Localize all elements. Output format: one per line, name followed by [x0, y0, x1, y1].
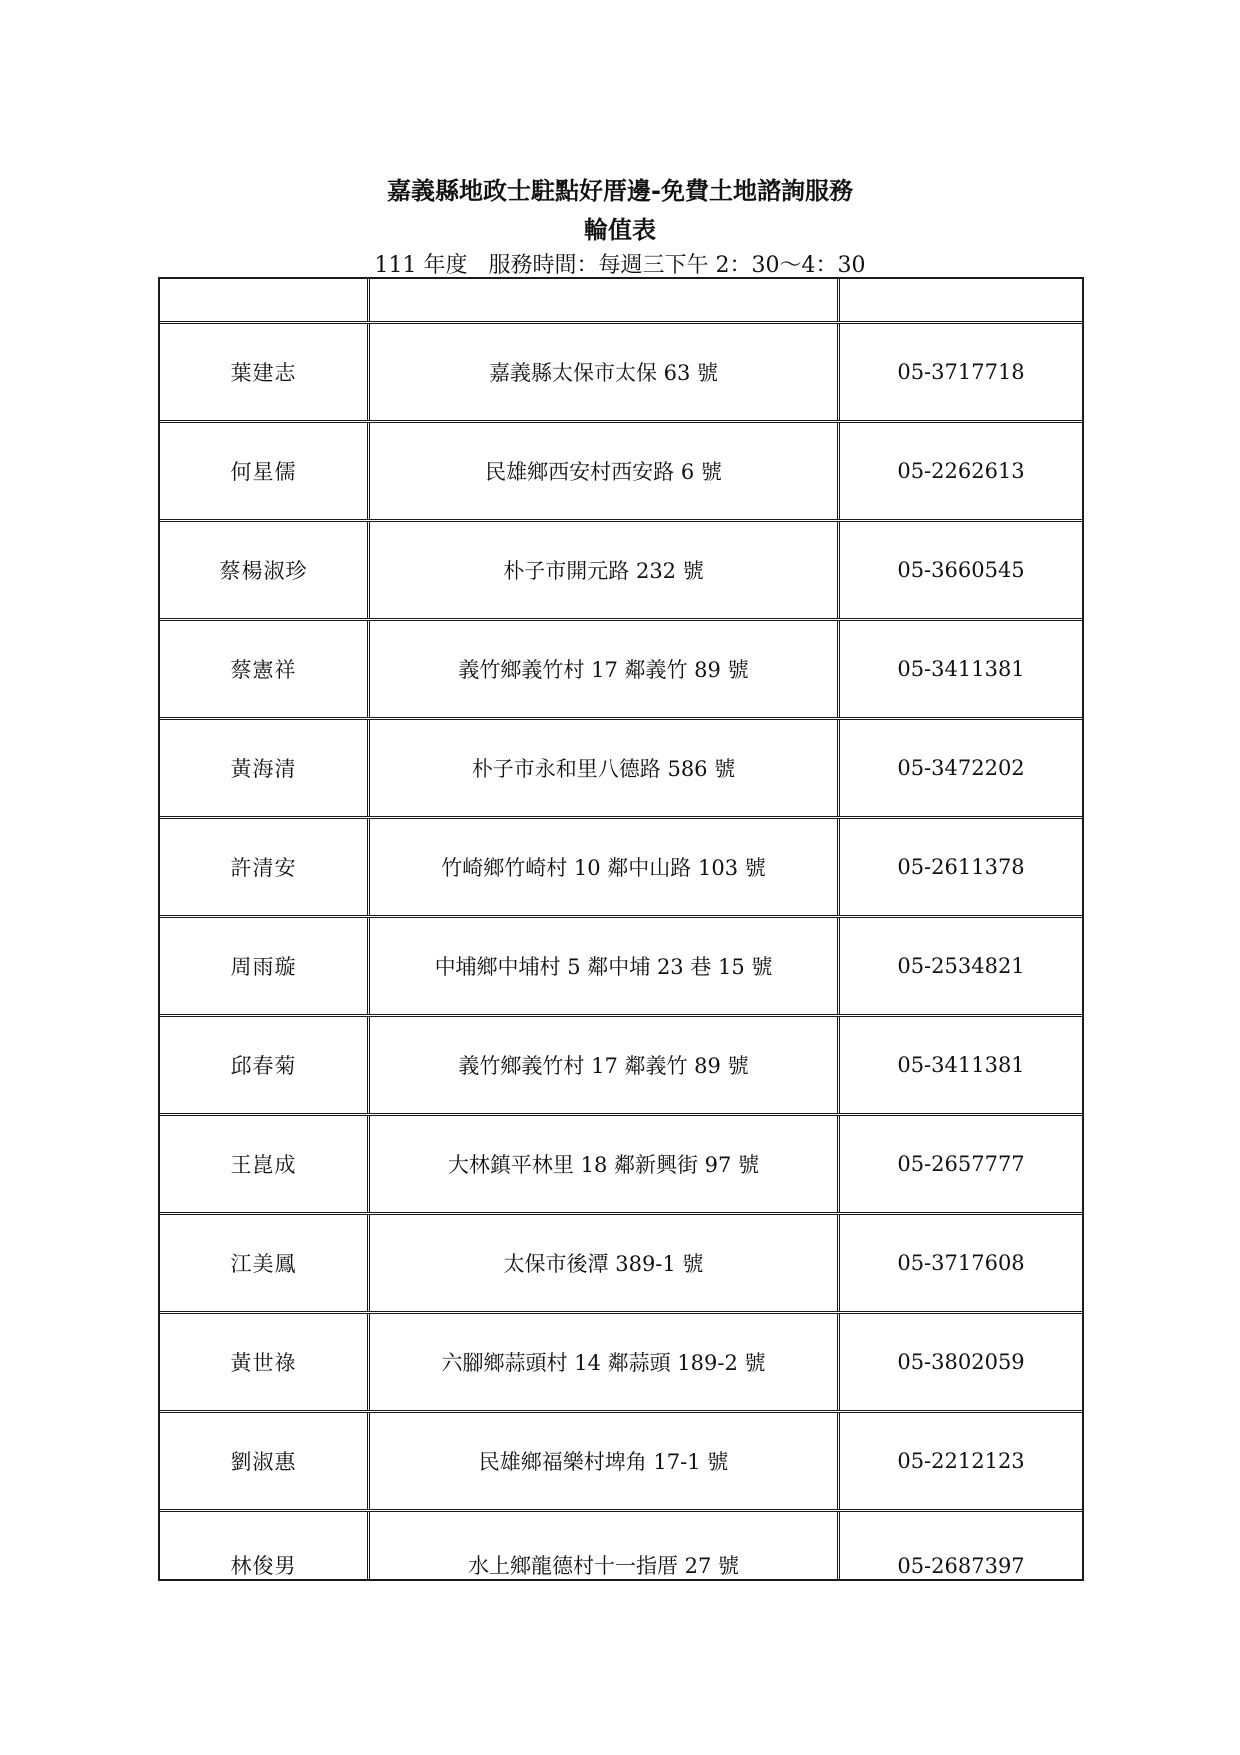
table-row [160, 321, 1082, 420]
cell-phone-text: 05-3717608 [897, 1251, 1025, 1275]
cell-address-text: 義竹鄉義竹村 17 鄰義竹 89 號 [458, 658, 749, 682]
cell-address [370, 423, 840, 519]
cell-name [160, 423, 370, 519]
table-row [160, 1212, 1082, 1311]
table-body [160, 321, 1082, 1579]
cell-phone [840, 1017, 1082, 1113]
cell-phone-text: 05-3802059 [897, 1350, 1025, 1374]
cell-address [370, 1017, 840, 1113]
table-row [160, 717, 1082, 816]
cell-phone-text: 05-2534821 [897, 954, 1025, 978]
cell-name [160, 720, 370, 816]
header-cell-phone [840, 279, 1082, 321]
cell-phone-text: 05-3717718 [897, 360, 1025, 384]
cell-phone [840, 1116, 1082, 1212]
table-row [160, 519, 1082, 618]
table-row [160, 816, 1082, 915]
header-cell-name [160, 279, 370, 321]
table-row [160, 1509, 1082, 1579]
cell-address [370, 1512, 840, 1579]
header-cell-address [370, 279, 840, 321]
cell-address-text: 中埔鄉中埔村 5 鄰中埔 23 巷 15 號 [434, 955, 773, 979]
cell-address [370, 819, 840, 915]
cell-phone [840, 621, 1082, 717]
document-subtitle-heading: 輪值表 [584, 216, 656, 244]
cell-phone [840, 1215, 1082, 1311]
cell-phone [840, 324, 1082, 420]
cell-phone [840, 423, 1082, 519]
cell-address-text: 嘉義縣太保市太保 63 號 [488, 361, 719, 385]
cell-phone [840, 1413, 1082, 1509]
cell-address [370, 720, 840, 816]
cell-phone [840, 522, 1082, 618]
cell-name-text: 王崑成 [230, 1153, 297, 1177]
cell-name-text: 何星儒 [230, 460, 297, 484]
cell-name-text: 黃海清 [230, 757, 297, 781]
cell-address-text: 朴子市永和里八德路 586 號 [471, 757, 736, 781]
cell-address-text: 民雄鄉福樂村埤角 17-1 號 [478, 1450, 729, 1474]
cell-phone-text: 05-3660545 [897, 558, 1025, 582]
cell-phone [840, 720, 1082, 816]
cell-phone-text: 05-3472202 [897, 756, 1025, 780]
cell-phone-text: 05-2212123 [897, 1449, 1025, 1473]
document-title: 嘉義縣地政士駐點好厝邊-免費土地諮詢服務 [387, 177, 853, 205]
table-row [160, 1311, 1082, 1410]
cell-name [160, 1116, 370, 1212]
cell-address-text: 大林鎮平林里 18 鄰新興街 97 號 [447, 1153, 760, 1177]
cell-phone [840, 918, 1082, 1014]
cell-address-text: 六腳鄉蒜頭村 14 鄰蒜頭 189-2 號 [441, 1351, 766, 1375]
cell-name-text: 葉建志 [230, 361, 297, 385]
table-row [160, 1113, 1082, 1212]
cell-name-text: 周雨璇 [230, 955, 297, 979]
cell-address-text: 太保市後潭 389-1 號 [503, 1252, 704, 1276]
cell-address-text: 朴子市開元路 232 號 [503, 559, 704, 583]
cell-name [160, 1017, 370, 1113]
table-row [160, 1410, 1082, 1509]
cell-address-text: 民雄鄉西安村西安路 6 號 [485, 460, 722, 484]
cell-name-text: 蔡憲祥 [230, 658, 297, 682]
cell-phone-text: 05-2657777 [897, 1152, 1025, 1176]
cell-name-text: 黃世祿 [230, 1351, 297, 1375]
cell-phone-text: 05-3411381 [897, 657, 1025, 681]
cell-address-text: 竹崎鄉竹崎村 10 鄰中山路 103 號 [441, 856, 766, 880]
cell-phone-text: 05-2611378 [897, 855, 1025, 879]
cell-phone [840, 819, 1082, 915]
service-time-line: 111 年度 服務時間：每週三下午 2：30～4：30 [374, 253, 866, 278]
roster-table [158, 277, 1084, 1581]
cell-address [370, 522, 840, 618]
table-row [160, 618, 1082, 717]
table-row [160, 915, 1082, 1014]
cell-phone [840, 1314, 1082, 1410]
cell-name-text: 林俊男 [230, 1554, 297, 1578]
cell-name [160, 1314, 370, 1410]
cell-name [160, 1512, 370, 1579]
cell-address [370, 1314, 840, 1410]
cell-address [370, 918, 840, 1014]
cell-name [160, 918, 370, 1014]
cell-address [370, 1413, 840, 1509]
cell-name [160, 324, 370, 420]
cell-name-text: 劉淑惠 [230, 1450, 297, 1474]
cell-address-text: 義竹鄉義竹村 17 鄰義竹 89 號 [458, 1054, 749, 1078]
cell-phone-text: 05-2262613 [897, 459, 1025, 483]
table-row [160, 1014, 1082, 1113]
cell-address-text: 水上鄉龍德村十一指厝 27 號 [467, 1554, 740, 1578]
cell-address [370, 621, 840, 717]
cell-address [370, 1116, 840, 1212]
cell-name-text: 許清安 [230, 856, 297, 880]
cell-name [160, 621, 370, 717]
cell-name [160, 819, 370, 915]
table-header-row [160, 279, 1082, 321]
cell-name [160, 1215, 370, 1311]
cell-name-text: 蔡楊淑珍 [219, 559, 308, 583]
cell-phone-text: 05-2687397 [897, 1554, 1025, 1578]
cell-name-text: 江美鳳 [230, 1252, 297, 1276]
cell-name [160, 522, 370, 618]
cell-phone [840, 1512, 1082, 1579]
table-row [160, 420, 1082, 519]
cell-name [160, 1413, 370, 1509]
cell-name-text: 邱春菊 [230, 1054, 297, 1078]
cell-address [370, 1215, 840, 1311]
cell-phone-text: 05-3411381 [897, 1053, 1025, 1077]
cell-address [370, 324, 840, 420]
